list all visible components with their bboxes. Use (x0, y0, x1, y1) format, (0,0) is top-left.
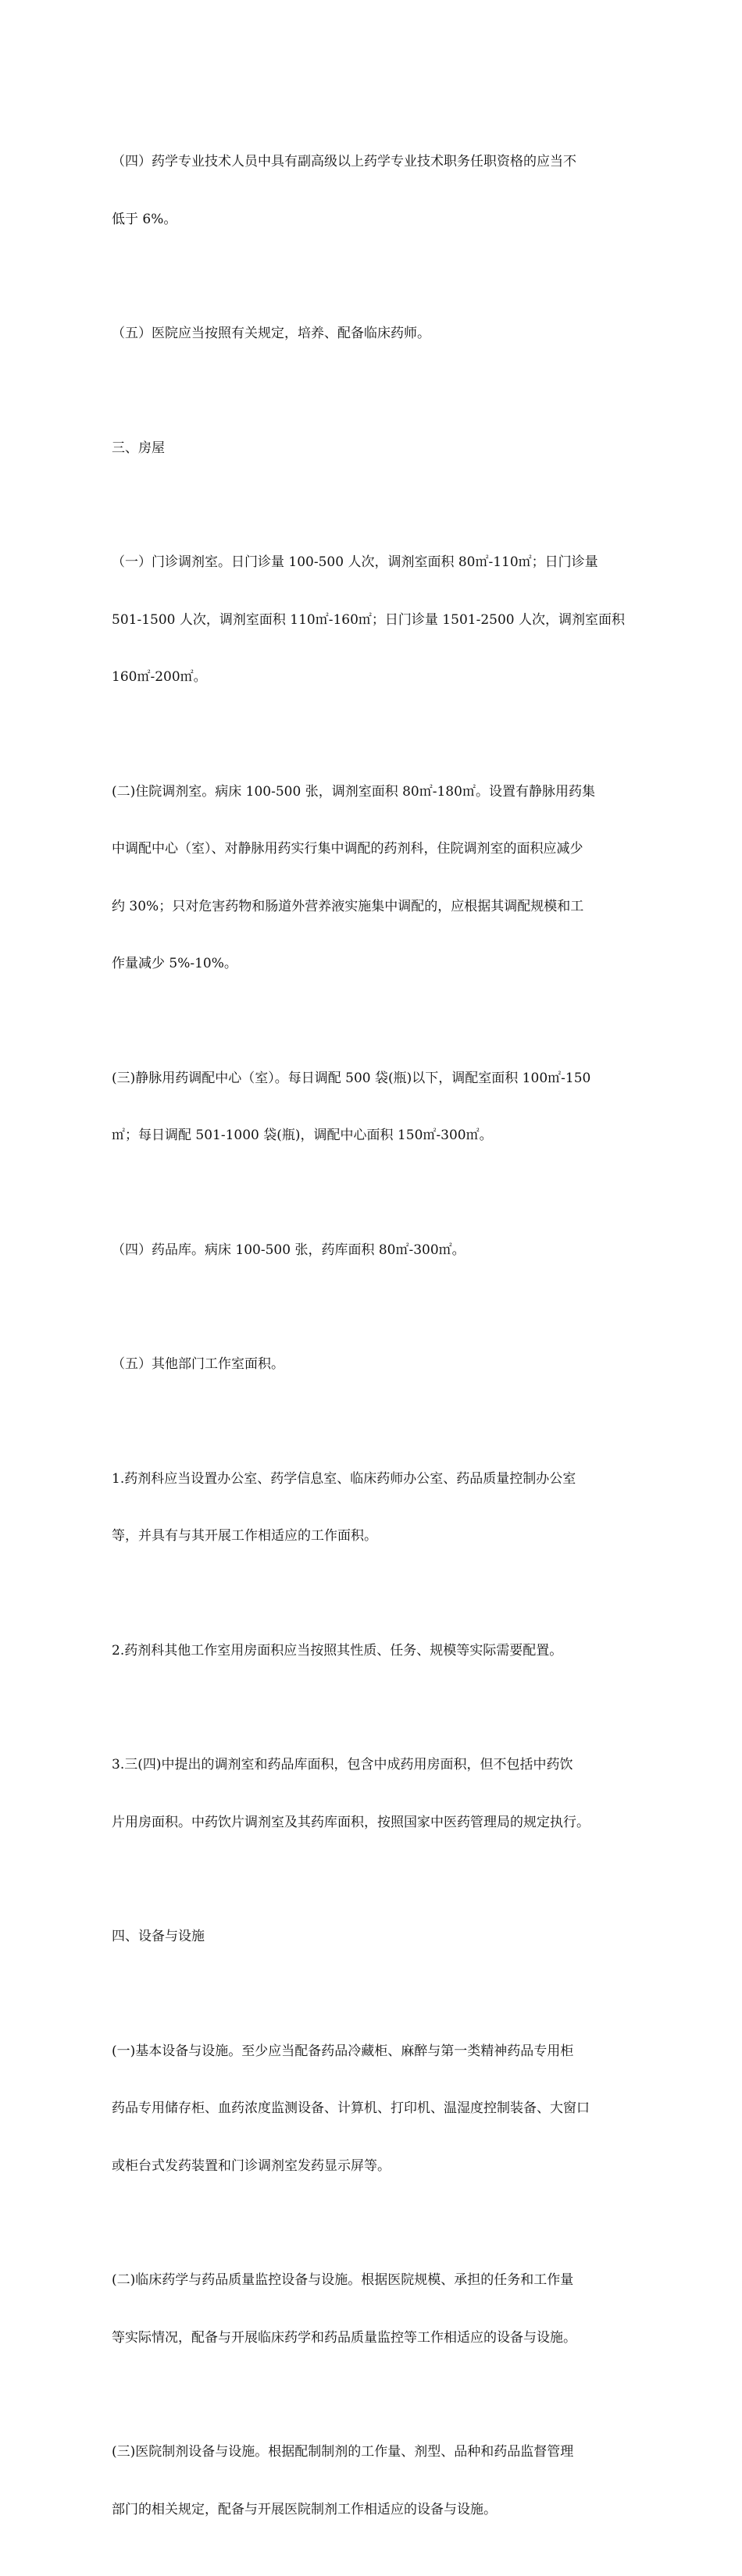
text-line: ㎡；每日调配 501-1000 袋(瓶)，调配中心面积 150㎡-300㎡。 (112, 1128, 493, 1143)
text-line: 药品专用储存柜、血药浓度监测设备、计算机、打印机、温湿度控制装备、大窗口 (112, 2100, 590, 2116)
text-line: 部门的相关规定，配备与开展医院制剂工作相适应的设备与设施。 (112, 2501, 497, 2517)
text-line: 1.药剂科应当设置办公室、药学信息室、临床药师办公室、药品质量控制办公室 (112, 1470, 576, 1487)
text-line: (三)医院制剂设备与设施。根据配制制剂的工作量、剂型、品种和药品监督管理 (112, 2444, 574, 2460)
paragraph-drug-warehouse (112, 1202, 637, 1299)
text-line: 作量减少 5%-10%。 (112, 956, 237, 971)
paragraph-clinical-pharmacist (112, 286, 637, 382)
section-heading: 四、设备与设施 (112, 1929, 205, 1944)
text-line: 2.药剂科其他工作室用房面积应当按照其性质、任务、规模等实际需要配置。 (112, 1642, 563, 1659)
section-heading: 三、房屋 (112, 440, 165, 456)
text-line: （一）门诊调剂室。日门诊量 100-500 人次，调剂室面积 80㎡-110㎡；日门诊量 (112, 554, 598, 570)
paragraph-iv-admixture-center (112, 1031, 637, 1184)
paragraph-outpatient-dispensary (112, 515, 637, 725)
paragraph-inpatient-dispensary (112, 744, 637, 1012)
section-heading-equipment (112, 1889, 637, 1985)
text-line: 约 30%；只对危害药物和肠道外营养液实施集中调配的，应根据其调配规模和工 (112, 898, 584, 914)
paragraph-item-2 (112, 1603, 637, 1699)
text-line: 等实际情况，配备与开展临床药学和药品质量监控等工作相适应的设备与设施。 (112, 2329, 576, 2346)
text-line: 低于 6%。 (112, 211, 177, 227)
text-line: （五）其他部门工作室面积。 (112, 1356, 284, 1372)
text-line: 501-1500 人次，调剂室面积 110㎡-160㎡；日门诊量 1501-2500 人次，调剂室面积 (112, 611, 625, 628)
section-heading-housing (112, 401, 637, 497)
document-body (112, 114, 637, 2576)
text-line: （五）医院应当按照有关规定，培养、配备临床药师。 (112, 326, 430, 341)
paragraph-item-3 (112, 1717, 637, 1870)
text-line: (二)住院调剂室。病床 100-500 张，调剂室面积 80㎡-180㎡。设置有静脉用药集 (112, 783, 595, 800)
text-line: 等，并具有与其开展工作相适应的工作面积。 (112, 1528, 377, 1544)
text-line: (二)临床药学与药品质量监控设备与设施。根据医院规模、承担的任务和工作量 (112, 2272, 574, 2288)
text-line: 片用房面积。中药饮片调剂室及其药库面积，按照国家中医药管理局的规定执行。 (112, 1814, 590, 1830)
paragraph-other-rooms (112, 1317, 637, 1413)
text-line: 3.三(四)中提出的调剂室和药品库面积，包含中成药用房面积，但不包括中药饮 (112, 1757, 573, 1773)
paragraph-basic-equipment (112, 2004, 637, 2214)
paragraph-senior-staff-ratio (112, 114, 637, 267)
text-line: （四）药品库。病床 100-500 张，药库面积 80㎡-300㎡。 (112, 1242, 466, 1258)
text-line: 或柜台式发药装置和门诊调剂室发药显示屏等。 (112, 2157, 391, 2174)
paragraph-clinical-pharmacy-equipment (112, 2232, 637, 2385)
text-line: （四）药学专业技术人员中具有副高级以上药学专业技术职务任职资格的应当不 (112, 154, 576, 169)
text-line: (一)基本设备与设施。至少应当配备药品冷藏柜、麻醉与第一类精神药品专用柜 (112, 2043, 574, 2059)
paragraph-item-1 (112, 1431, 637, 1584)
text-line: 中调配中心（室）、对静脉用药实行集中调配的药剂科，住院调剂室的面积应减少 (112, 841, 583, 857)
paragraph-preparation-equipment (112, 2404, 637, 2557)
text-line: (三)静脉用药调配中心（室）。每日调配 500 袋(瓶)以下，调配室面积 100㎡-150 (112, 1070, 591, 1086)
text-line: 160㎡-200㎡。 (112, 669, 207, 685)
